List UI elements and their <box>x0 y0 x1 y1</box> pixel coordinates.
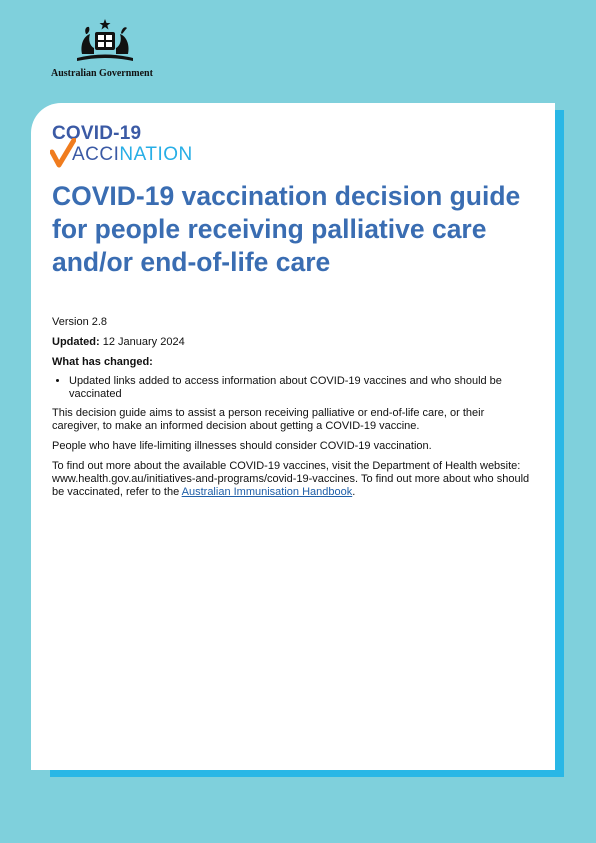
updated-label: Updated: <box>52 336 100 348</box>
logo-line2-lead: ACCI <box>72 144 120 165</box>
document-body <box>52 316 532 506</box>
version-text: Version 2.8 <box>52 316 108 328</box>
more-info-text: To find out more about the available COVID-19 vaccines, visit the Department of Health website: www.health.gov.au/initiatives-and-programs/covid-19-vaccines. To find out more about who should be vaccinated, refer to the <box>52 460 530 498</box>
more-info-end: . <box>352 486 356 498</box>
list-item: • Updated links added to access information about COVID-19 vaccines and who should be vaccinated <box>69 375 532 401</box>
updated-line <box>52 336 532 349</box>
paragraph-purpose: This decision guide aims to assist a person receiving palliative or end-of-life care, or their caregiver, to make an informed decision about getting a COVID-19 vaccine. <box>52 407 485 432</box>
covid-vaccination-logo <box>52 124 222 168</box>
changes-heading: What has changed: <box>52 356 153 368</box>
paragraph-consider: People who have life-limiting illnesses should consider COVID-19 vaccination. <box>52 440 432 452</box>
logo-line1: COVID-19 <box>52 123 142 144</box>
logo-line2 <box>58 145 193 165</box>
immunisation-handbook-link[interactable]: Australian Immunisation Handbook <box>181 486 353 498</box>
government-label: Australian Government <box>51 68 153 79</box>
updated-value: 12 January 2024 <box>102 336 185 348</box>
coat-of-arms-icon <box>74 18 136 62</box>
paragraph-more-info <box>52 460 532 499</box>
logo-line2-nation: NATION <box>119 144 193 165</box>
changes-list <box>52 375 532 401</box>
document-title: COVID-19 vaccination decision guide for people receiving palliative care and/or end-of-life care <box>52 181 521 277</box>
